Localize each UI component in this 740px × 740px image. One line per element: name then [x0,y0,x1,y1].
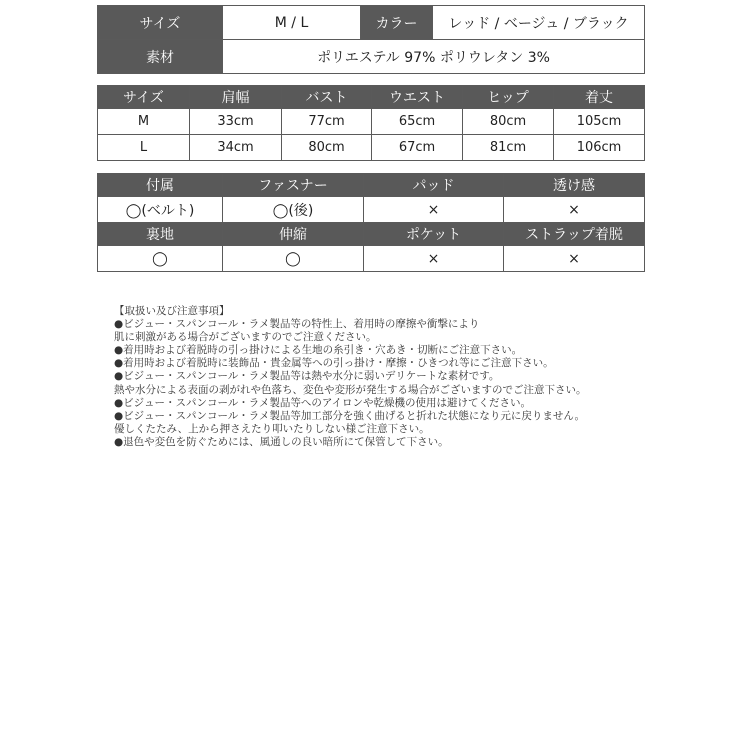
header-cell: ポケット [364,223,504,246]
table-cell: × [504,246,645,272]
header-cell: ヒップ [463,86,554,109]
header-cell: バスト [282,86,372,109]
table-cell: 106cm [554,135,645,161]
color-value: レッド / ベージュ / ブラック [433,6,645,40]
header-cell: 着丈 [554,86,645,109]
note-line: 熱や水分による表面の剥がれや色落ち、変色や変形が発生する場合がございますのでご注意下さい。 [114,383,587,396]
spec-table [97,5,645,74]
table-cell: 105cm [554,109,645,135]
color-label: カラー [361,6,433,40]
features-header-row [98,223,645,246]
header-cell: サイズ [98,86,190,109]
features-value-row [98,246,645,272]
note-line: ●着用時および着脱時に装飾品・貴金属等への引っ掛け・摩擦・ひきつれ等にご注意下さい。 [114,357,554,370]
note-line: ●着用時および着脱時の引っ掛けによる生地の糸引き・穴あき・切断にご注意下さい。 [114,344,523,357]
header-cell: ウエスト [372,86,463,109]
table-cell: ◯(後) [223,197,364,223]
table-cell: 33cm [190,109,282,135]
header-cell: ファスナー [223,174,364,197]
care-notes [114,305,734,449]
features-header-row [98,174,645,197]
table-cell: 80cm [463,109,554,135]
note-line: ●ビジュー・スパンコール・ラメ製品等加工部分を強く曲げると折れた状態になり元に戻りません。 [114,409,586,422]
note-line: ●ビジュー・スパンコール・ラメ製品等は熱や水分に弱いデリケートな素材です。 [114,370,500,383]
size-value: M / L [223,6,361,40]
size-label: サイズ [98,6,223,40]
note-line: ●退色や変色を防ぐためには、風通しの良い暗所にて保管して下さい。 [114,435,449,448]
table-cell: ◯(ベルト) [98,197,223,223]
note-line: 肌に刺激がある場合がございますのでご注意ください。 [114,331,377,344]
header-cell: 肩幅 [190,86,282,109]
material-value: ポリエステル 97% ポリウレタン 3% [223,40,645,74]
header-cell: 透け感 [504,174,645,197]
table-cell: × [364,197,504,223]
table-cell: × [504,197,645,223]
table-cell: 77cm [282,109,372,135]
table-cell: 67cm [372,135,463,161]
features-table [97,173,645,272]
header-cell: 裏地 [98,223,223,246]
table-cell: 34cm [190,135,282,161]
table-cell: × [364,246,504,272]
header-cell: 伸縮 [223,223,364,246]
table-cell: L [98,135,190,161]
table-cell: ◯ [98,246,223,272]
notes-heading: 【取扱い及び注意事項】 [114,305,230,317]
header-cell: ストラップ着脱 [504,223,645,246]
features-value-row [98,197,645,223]
material-label: 素材 [98,40,223,74]
table-cell: M [98,109,190,135]
header-cell: パッド [364,174,504,197]
table-cell: 80cm [282,135,372,161]
table-row [98,109,645,135]
size-table-header [98,86,645,109]
table-cell: 81cm [463,135,554,161]
table-cell: ◯ [223,246,364,272]
spec-row-size-color [98,6,645,40]
table-row [98,135,645,161]
header-cell: 付属 [98,174,223,197]
note-line: ●ビジュー・スパンコール・ラメ製品等の特性上、着用時の摩擦や衝撃により [114,318,480,331]
note-line: ●ビジュー・スパンコール・ラメ製品等へのアイロンや乾燥機の使用は避けてください。 [114,396,531,409]
spec-row-material [98,40,645,74]
size-table [97,85,645,161]
note-line: 優しくたたみ、上から押さえたり叩いたりしない様ご注意下さい。 [114,422,430,435]
table-cell: 65cm [372,109,463,135]
